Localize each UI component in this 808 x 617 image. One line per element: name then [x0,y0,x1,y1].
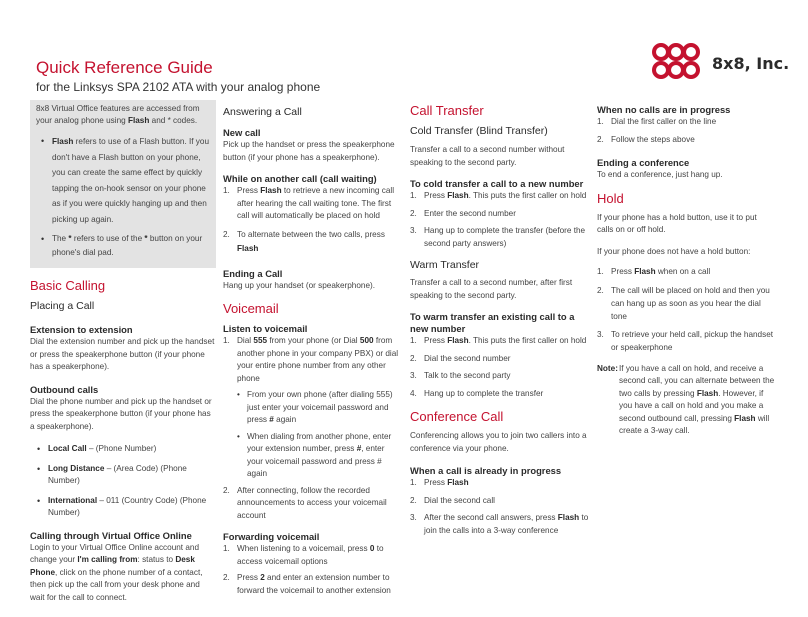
intro-list [40,134,210,260]
list-item: 2. Press 2 and enter an extension number to forward the voicemail to another extension [223,573,391,595]
in-progress-steps [410,477,590,537]
column-basic-calling [30,100,216,604]
warm-transfer-subheading: To warm transfer an existing call to a new number [410,311,575,334]
forwarding-steps [223,543,401,597]
no-calls-heading: When no calls are in progress [597,104,731,115]
call-waiting-heading: While on another call (call waiting) [223,173,377,184]
ending-conference-text: To end a conference, just hang up. [597,170,723,179]
virtual-office-heading: Calling through Virtual Office Online [30,529,192,541]
hold-text-1: If your phone has a hold button, use it to put calls on or off hold. [597,212,757,234]
new-call-heading: New call [223,127,261,138]
new-call-text: Pick up the handset or press the speakerphone button (if your phone has a speakerphone). [223,140,395,162]
list-item: 1. When listening to a voicemail, press 0 to access voicemail options [223,544,384,566]
list-item: 3. After the second call answers, press Flash to join the calls into a 3-way conference [410,513,589,535]
placing-call-heading: Placing a Call [30,300,95,312]
list-item: 2. After connecting, follow the recorded announcements to access your voicemail account [223,485,387,520]
list-item: 1. Press Flash [410,478,469,487]
list-item: • Flash refers to use of a Flash button. If you don't have a Flash button on your phone, you can create the same effect by quickly tapping the on-hook sensor on your phone as if you were quickly hanging up and then picking up again. [40,134,210,227]
column-transfer-conference [410,100,590,537]
ending-conference-heading: Ending a conference [597,157,690,168]
warm-transfer-text: Transfer a call to a second number, after first speaking to the second party. [410,278,573,300]
list-item: 1. Dial 555 from your phone (or Dial 500 from another phone in your company PBX) or dial your entire phone number from any other phone [223,336,399,383]
dial-format-list [36,443,216,520]
listen-steps [223,335,401,385]
intro-lead: 8x8 Virtual Office features are accessed from your analog phone using Flash and * codes. [36,104,200,125]
outbound-heading: Outbound calls [30,383,99,395]
list-item: 3. Hang up to complete the transfer (before the second party answers) [410,226,586,248]
cold-transfer-steps [410,190,590,250]
list-item: 1. Press Flash. This puts the first caller on hold [410,336,587,345]
page-subtitle: for the Linksys SPA 2102 ATA with your analog phone [36,80,321,94]
cold-transfer-subheading: To cold transfer a call to a new number [410,178,584,189]
list-item: 2. Dial the second call [410,495,495,505]
listen-heading: Listen to voicemail [223,323,308,334]
no-calls-steps [597,116,775,146]
transfer-heading: Call Transfer [410,103,484,118]
cold-transfer-text: Transfer a call to a second number without speaking to the second party. [410,145,565,167]
list-item: • Local Call – (Phone Number) [36,443,216,456]
column-conference-hold [597,100,775,438]
forwarding-heading: Forwarding voicemail [223,531,320,542]
list-item: 2. Follow the steps above [597,134,695,144]
listen-substeps [237,389,401,481]
hold-steps [597,266,775,354]
list-item: • Long Distance – (Area Code) (Phone Number) [36,463,216,488]
call-waiting-steps [223,185,401,256]
list-item: • International – 011 (Country Code) (Phone Number) [36,495,216,520]
voicemail-heading: Voicemail [223,301,279,316]
company-logo-icon [651,42,701,82]
list-item: 2. To alternate between the two calls, press Flash [223,229,385,253]
intro-box [30,100,216,268]
basic-calling-heading: Basic Calling [30,278,106,293]
page-title: Quick Reference Guide [36,58,213,77]
list-item: 3. Talk to the second party [410,371,511,380]
virtual-office-text: Login to your Virtual Office Online account and change your I'm calling from: status to Desk Phone, click on the phone number of a contact, then pick up the call from your desk phone and wait for the call to connect. [30,542,203,602]
column-answering-voicemail [223,100,401,597]
hold-note: Note: If you have a call on hold, and receive a second call, you can alternate between the two calls by pressing Flash. However, if you have a call on hold and you make a second outbound call, pressing Flash will create a 3-way call. [597,363,775,435]
list-item: 3. To retrieve your held call, pickup the handset or speakerphone [597,329,774,352]
ending-call-text: Hang up your handset (or speakerphone). [223,280,376,290]
list-item: 1. Press Flash to retrieve a new incoming call after hearing the call waiting tone. The first call will automatically be placed on hold [223,186,395,220]
list-item: • From your own phone (after dialing 555) just enter your voicemail password and press # again [237,389,401,427]
answering-heading: Answering a Call [223,106,302,118]
company-name: 8x8, Inc. [712,54,790,73]
in-progress-heading: When a call is already in progress [410,465,562,476]
warm-transfer-steps [410,335,590,400]
outbound-text: Dial the phone number and pick up the handset or press the speakerphone button (if your phone has a speakerphone). [30,396,212,431]
list-item: 2. The call will be placed on hold and then you can hang up as soon as you hear the dial tone [597,285,770,321]
hold-text-2: If your phone does not have a hold button: [597,246,751,256]
listen-steps-2 [223,485,401,523]
extension-text: Dial the extension number and pick up the handset or press the speakerphone button (if your phone has a speakerphone). [30,337,215,371]
list-item: • The * refers to use of the * button on your phone's dial pad. [40,232,210,260]
list-item: 1. Press Flash when on a call [597,267,711,276]
list-item: 2. Enter the second number [410,208,516,218]
list-item: 1. Press Flash. This puts the first caller on hold [410,191,587,200]
conference-text: Conferencing allows you to join two callers into a conference via your phone. [410,431,587,453]
list-item: 2. Dial the second number [410,353,511,363]
list-item: 1. Dial the first caller on the line [597,117,717,126]
conference-heading: Conference Call [410,409,504,424]
hold-heading: Hold [597,190,624,206]
warm-transfer-heading: Warm Transfer [410,259,480,271]
extension-heading: Extension to extension [30,324,133,335]
ending-call-heading: Ending a Call [223,267,283,279]
cold-transfer-heading: Cold Transfer (Blind Transfer) [410,125,548,137]
list-item: 4. Hang up to complete the transfer [410,388,544,398]
list-item: • When dialing from another phone, enter your extension number, press #, enter your voicemail password and press # again [237,431,401,481]
